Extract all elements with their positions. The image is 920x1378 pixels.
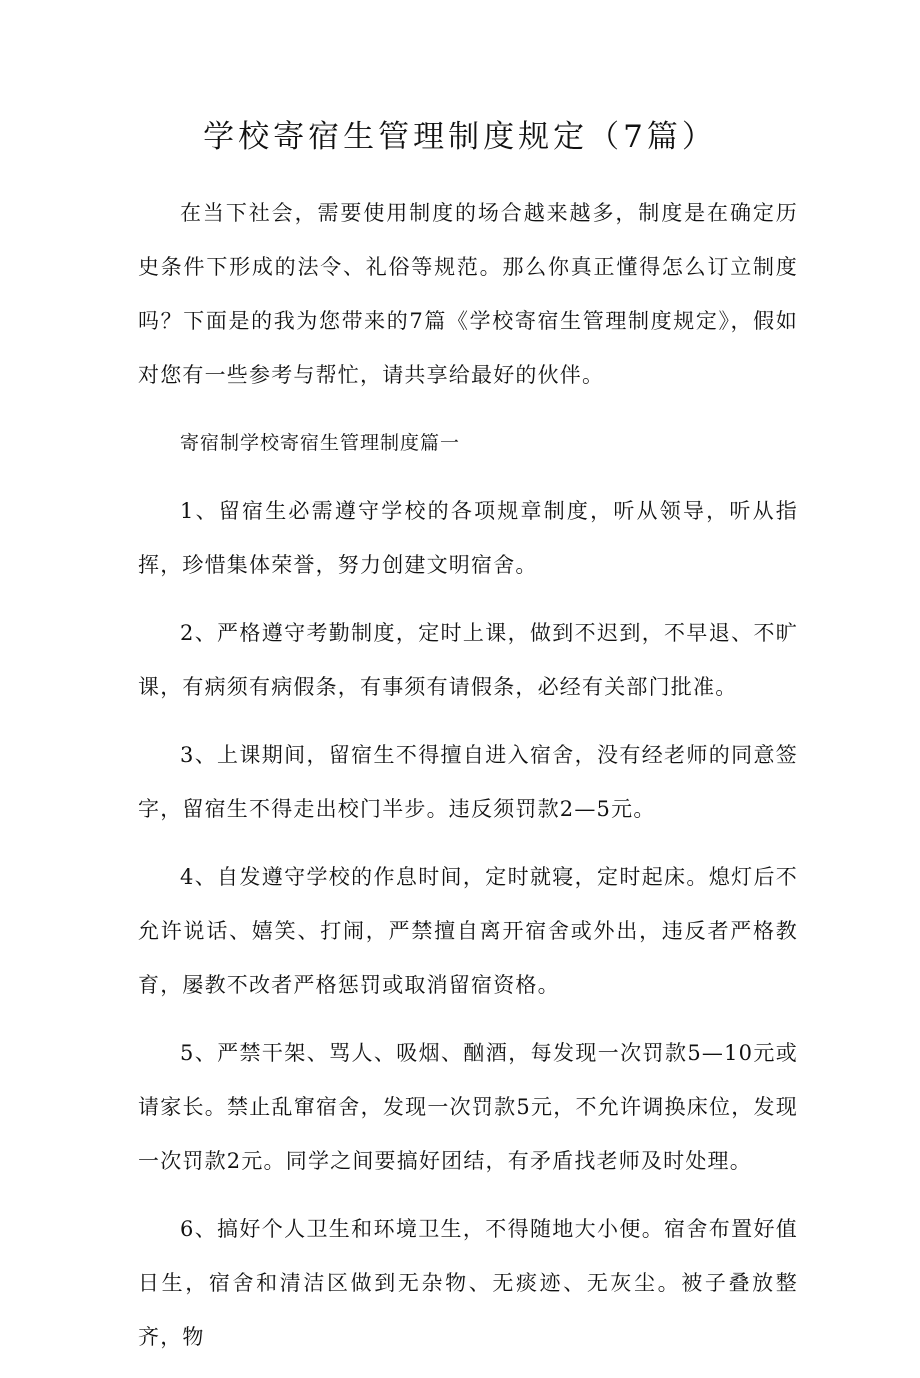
- document-title: 学校寄宿生管理制度规定（7篇）: [203, 119, 717, 155]
- rule-paragraph: 2、严格遵守考勤制度，定时上课，做到不迟到，不早退、不旷课，有病须有病假条，有事须有请假条，必经有关部门批准。: [138, 621, 798, 699]
- rule-paragraph: 1、留宿生必需遵守学校的各项规章制度，听从领导，听从指挥，珍惜集体荣誉，努力创建文明宿舍。: [138, 499, 798, 577]
- rule-paragraph: 4、自发遵守学校的作息时间，定时就寝，定时起床。熄灯后不允许说话、嬉笑、打闹，严禁擅自离开宿舍或外出，违反者严格教育，屡教不改者严格惩罚或取消留宿资格。: [138, 865, 798, 997]
- intro-paragraph: 在当下社会，需要使用制度的场合越来越多，制度是在确定历史条件下形成的法令、礼俗等规范。那么你真正懂得怎么订立制度吗？下面是的我为您带来的7篇《学校寄宿生管理制度规定》，假如对您有一些参考与帮忙，请共享给最好的伙伴。: [138, 201, 798, 387]
- rule-paragraph: 5、严禁干架、骂人、吸烟、酗酒，每发现一次罚款5—10元或请家长。禁止乱窜宿舍，发现一次罚款5元，不允许调换床位，发现一次罚款2元。同学之间要搞好团结，有矛盾找老师及时处理。: [138, 1041, 798, 1173]
- document-body: [138, 186, 798, 1378]
- rule-paragraph: 6、搞好个人卫生和环境卫生，不得随地大小便。宿舍布置好值日生，宿舍和清洁区做到无杂物、无痰迹、无灰尘。被子叠放整齐，物: [138, 1217, 798, 1349]
- section-heading: 寄宿制学校寄宿生管理制度篇一: [180, 432, 461, 454]
- rule-paragraph: 3、上课期间，留宿生不得擅自进入宿舍，没有经老师的同意签字，留宿生不得走出校门半步。违反须罚款2—5元。: [138, 743, 798, 821]
